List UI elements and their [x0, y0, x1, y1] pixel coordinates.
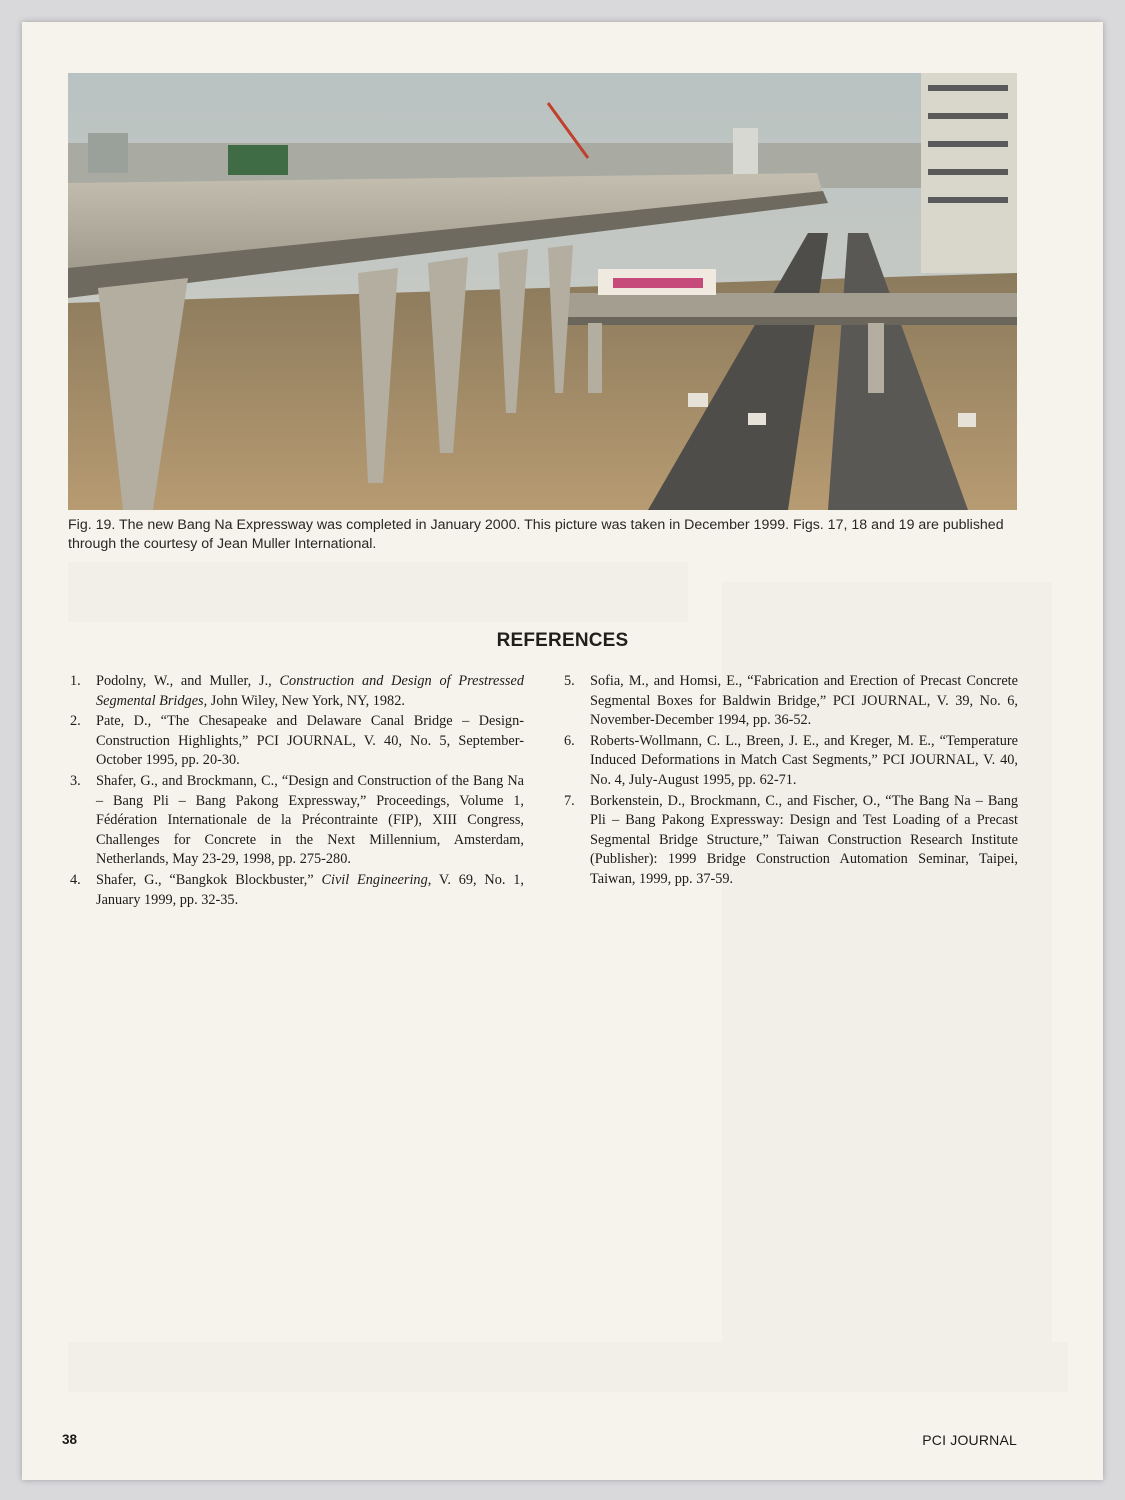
reference-number: 2. — [70, 713, 81, 730]
expressway-photo — [68, 73, 1017, 510]
page-number: 38 — [62, 1432, 78, 1447]
reference-number: 6. — [564, 732, 575, 749]
reference-item — [562, 792, 1018, 890]
reference-text: Pate, D., “The Chesapeake and Delaware Canal Bridge – Design-Construction Highlights,” PCI JOURNAL, V. 40, No. 5, September-October 1995, pp. 20-30. — [96, 713, 524, 769]
reference-item — [68, 712, 524, 771]
reference-text: V. 69, No. 1, January 1999, pp. 32-35. — [96, 871, 524, 908]
reference-item — [562, 672, 1018, 731]
reference-text: Podolny, W., and Muller, J., — [96, 673, 280, 689]
reference-text: Borkenstein, D., Brockmann, C., and Fischer, O., “The Bang Na – Bang Pli – Bang Pakong Expressway: Design and Test Loading of a Precast Segmental Bridge Structure,” Taiwan Construction Research Institute (Publisher): 1999 Bridge Construction Automation Seminar, Taipei, Taiwan, 1999, pp. 37-59. — [590, 792, 1018, 887]
reference-text: Shafer, G., “Bangkok Blockbuster,” — [96, 871, 322, 888]
page-sheet — [22, 22, 1103, 1480]
journal-name: PCI JOURNAL — [922, 1432, 1017, 1448]
reference-title: Civil Engineering, — [321, 871, 432, 888]
reference-text: Roberts-Wollmann, C. L., Breen, J. E., and Kreger, M. E., “Temperature Induced Deformations in Match Cast Segments,” PCI JOURNAL, V. 40, No. 4, July-August 1995, pp. 62-71. — [590, 732, 1018, 788]
reference-text: Sofia, M., and Homsi, E., “Fabrication and Erection of Precast Concrete Segmental Boxes for Baldwin Bridge,” PCI JOURNAL, V. 39, No. 6, November-December 1994, pp. 36-52. — [590, 673, 1018, 729]
reference-item — [68, 672, 524, 711]
references-right-column — [562, 672, 1018, 891]
reference-number: 1. — [70, 673, 81, 689]
figure-caption: Fig. 19. The new Bang Na Expressway was completed in January 2000. This picture was taken in December 1999. Figs. 17, 18 and 19 are published through the courtesy of Jean Muller International. — [68, 517, 1004, 552]
reference-title: Construction and Design of Prestressed Segmental Bridges, — [96, 673, 524, 709]
reference-number: 3. — [70, 772, 81, 789]
reference-item — [68, 772, 524, 870]
reference-number: 5. — [564, 673, 575, 689]
reference-item — [562, 732, 1018, 791]
references-left-column — [68, 672, 524, 911]
reference-text: Shafer, G., and Brockmann, C., “Design and Construction of the Bang Na – Bang Pli – Bang Pakong Expressway,” Proceedings, Volume 1, Fédération Internationale de la Précontrainte (FIP), XIII Congress, Challenges for Concrete in the Next Millennium, Amsterdam, Netherlands, May 23-29, 1998, pp. 275-280. — [96, 772, 524, 868]
show-through-band — [68, 1342, 1068, 1392]
expressway-photo-illustration — [68, 73, 1017, 510]
reference-number: 4. — [70, 871, 81, 888]
show-through-band — [68, 562, 688, 622]
references-heading: REFERENCES — [496, 630, 629, 651]
reference-text: John Wiley, New York, NY, 1982. — [207, 692, 405, 709]
reference-number: 7. — [564, 792, 575, 809]
reference-item — [68, 871, 524, 910]
